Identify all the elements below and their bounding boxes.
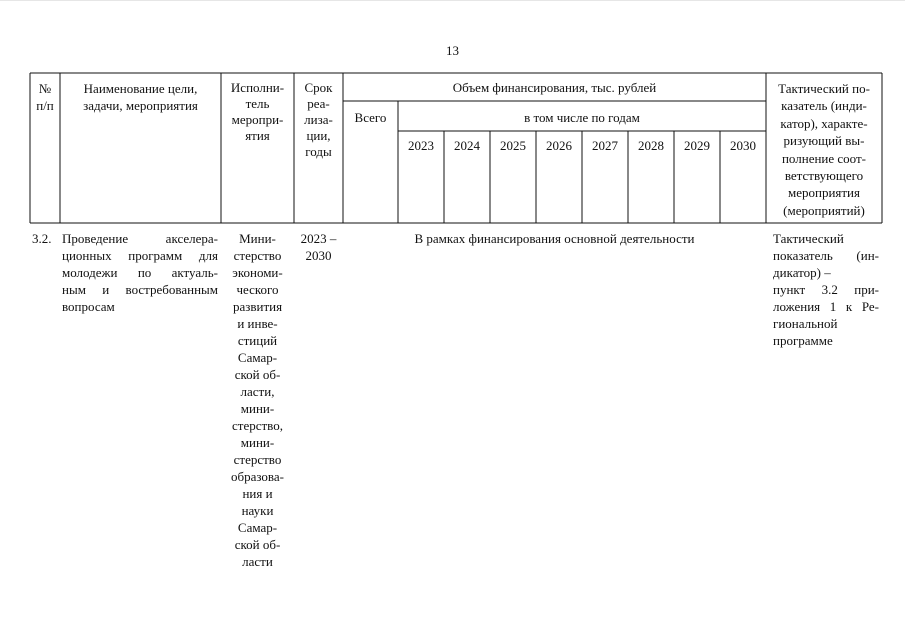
year-2029: 2029 [684, 138, 710, 153]
header-total: Всего [354, 110, 387, 125]
year-2026: 2026 [546, 138, 572, 153]
year-2028: 2028 [638, 138, 664, 153]
header-indicator: Тактический по- казатель (инди- катор), характе- ризующий вы- полнение соот- ветствующего мероприятия (мероприятий) [778, 81, 870, 218]
header-name: Наименование цели, задачи, мероприятия [83, 81, 198, 113]
header-executor: Исполни- тель меропри- ятия [230, 80, 285, 143]
page-number: 13 [446, 43, 459, 58]
row-number: 3.2. [32, 231, 52, 246]
year-2023: 2023 [408, 138, 434, 153]
row-indicator: Тактический показатель (ин- дикатор) – пункт 3.2 при- ложения 1 к Ре- гиональной программе [773, 231, 879, 348]
row-financing: В рамках финансирования основной деятельности [414, 231, 695, 246]
year-2030: 2030 [730, 138, 756, 153]
row-executor: Мини- стерство экономи- ческого развития и инве- стиций Самар- ской об- ласти, мини- стерство, мини- стерство образова- ния и науки Самар- ской об- ласти [230, 231, 284, 569]
header-financing: Объем финансирования, тыс. рублей [452, 80, 657, 95]
header-num: № п/п [36, 81, 54, 113]
year-2024: 2024 [454, 138, 480, 153]
header-term: Срок реа- лиза- ции, годы [304, 80, 333, 159]
header-by-years: в том числе по годам [524, 110, 640, 125]
row-term: 2023 – 2030 [300, 231, 337, 263]
year-2027: 2027 [592, 138, 618, 153]
row-name: Проведение акселера- ционных программ для молодежи по актуаль- ным и востребованным вопросам [62, 231, 218, 314]
year-2025: 2025 [500, 138, 526, 153]
